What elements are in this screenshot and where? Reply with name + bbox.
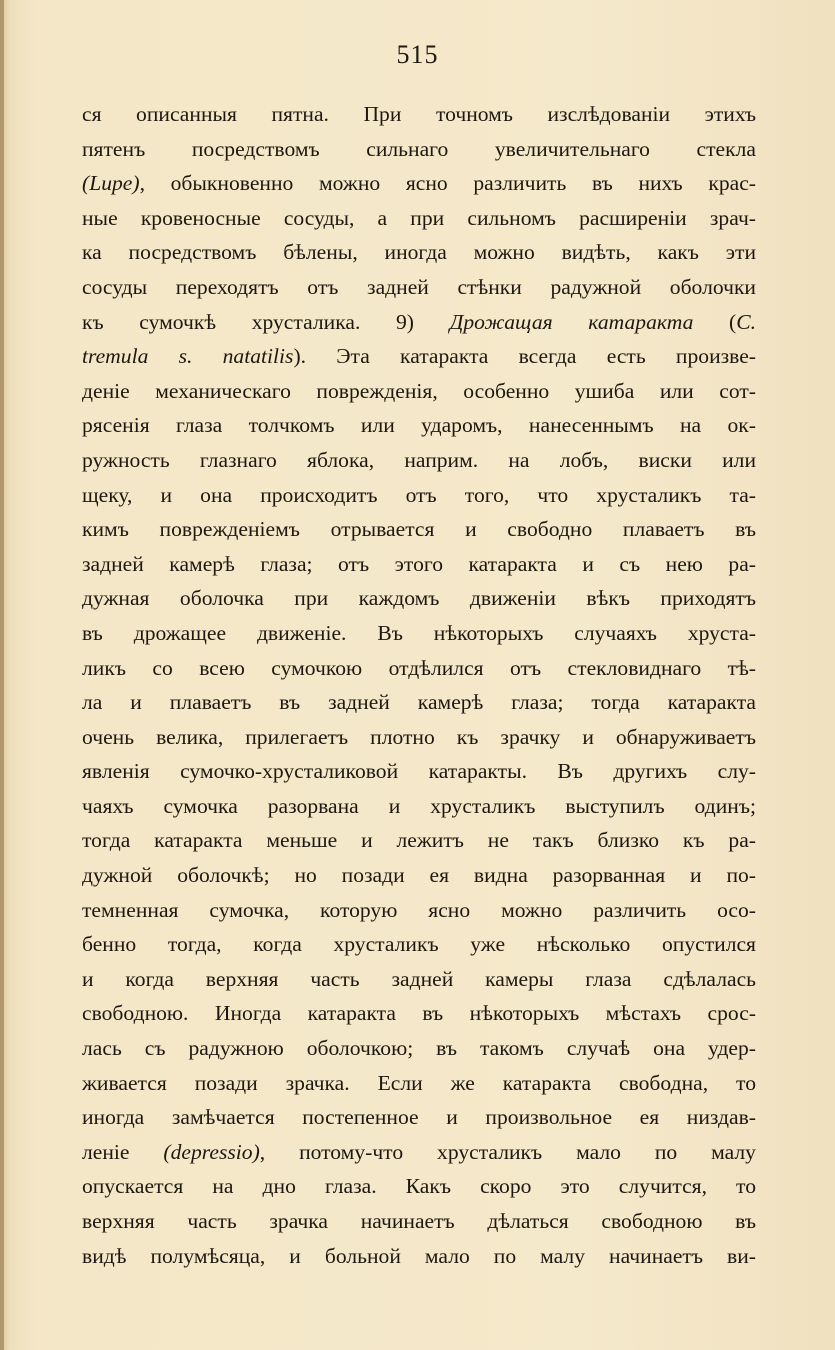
text-line: tremula s. natatilis). Эта катаракта всегда есть произве- — [82, 344, 756, 369]
latin-term-lupe: (Lupe) — [82, 171, 140, 196]
latin-term-depressio: (depressio) — [163, 1139, 260, 1164]
text-line: верхняя часть зрачка начинаетъ дѣлаться свободною въ — [82, 1209, 756, 1233]
text-line: очень велика, прилегаетъ плотно къ зрачку и обнаруживаетъ — [82, 724, 756, 749]
text-line: въ дрожащее движеніе. Въ нѣкоторыхъ случаяхъ хруста- — [82, 620, 756, 645]
text-line: живается позади зрачка. Если же катаракта свободна, то — [82, 1070, 756, 1095]
text-line: кимъ поврежденіемъ отрывается и свободно плаваетъ въ — [82, 517, 756, 542]
text-line: дужная оболочка при каждомъ движеніи вѣкъ приходятъ — [82, 586, 756, 611]
latin-term-c: C. — [736, 309, 756, 334]
text-line: сосуды переходятъ отъ задней стѣнки радужной оболочки — [82, 274, 756, 299]
text-line: тогда катаракта меньше и лежитъ не такъ близко къ ра- — [82, 828, 756, 853]
text-line: рясенія глаза толчкомъ или ударомъ, нанесеннымъ на ок- — [82, 413, 756, 438]
latin-term-tremula: tremula s. natatilis — [82, 344, 294, 369]
text-line: ла и плаваетъ въ задней камерѣ глаза; тогда катаракта — [82, 690, 756, 715]
text-line: бенно тогда, когда хрусталикъ уже нѣсколько опустился — [82, 932, 756, 957]
text-line: къ сумочкѣ хрусталика. 9) Дрожащая катаракта (C. — [82, 309, 756, 334]
text-line: задней камерѣ глаза; отъ этого катаракта и съ нею ра- — [82, 551, 756, 576]
text-line: и когда верхняя часть задней камеры глаза сдѣлалась — [82, 966, 756, 991]
text-line: пятенъ посредствомъ сильнаго увеличительнаго стекла — [82, 136, 756, 161]
text-line: ка посредствомъ бѣлены, иногда можно видѣть, какъ эти — [82, 240, 756, 265]
section-heading-italic: Дрожащая катаракта — [449, 309, 694, 334]
text-line: явленія сумочко-хрусталиковой катаракты. Въ другихъ слу- — [82, 759, 756, 784]
text-line: иногда замѣчается постепенное и произвольное ея низдав- — [82, 1105, 756, 1130]
text-line: темненная сумочка, которую ясно можно различить осо- — [82, 897, 756, 922]
text-line: щеку, и она происходитъ отъ того, что хрусталикъ та- — [82, 482, 756, 507]
text-line: леніе (depressio), потому-что хрусталикъ мало по малу — [82, 1139, 756, 1164]
text-line: ружность глазнаго яблока, наприм. на лобъ, виски или — [82, 447, 756, 472]
text-line: деніе механическаго поврежденія, особенно ушиба или сот- — [82, 378, 756, 403]
text-line: лась съ радужною оболочкою; въ такомъ случаѣ она удер- — [82, 1036, 756, 1061]
text-line: видѣ полумѣсяца, и больной мало по малу начинаетъ ви- — [82, 1243, 756, 1268]
text-line: ликъ со всею сумочкою отдѣлился отъ стекловиднаго тѣ- — [82, 655, 756, 680]
text-line: опускается на дно глаза. Какъ скоро это случится, то — [82, 1174, 756, 1199]
text-line: (Lupe), обыкновенно можно ясно различить въ нихъ крас- — [82, 171, 756, 196]
text-line: свободною. Иногда катаракта въ нѣкоторыхъ мѣстахъ срос- — [82, 1001, 756, 1026]
text-line: дужной оболочкѣ; но позади ея видна разорванная и по- — [82, 863, 756, 888]
text-line: ные кровеносные сосуды, а при сильномъ расширеніи зрач- — [82, 205, 756, 230]
page-number: 515 — [396, 40, 439, 69]
text-line: ся описанныя пятна. При точномъ изслѣдованіи этихъ — [82, 102, 756, 126]
text-line: чаяхъ сумочка разорвана и хрусталикъ выступилъ одинъ; — [82, 793, 756, 818]
body-text — [82, 97, 756, 1273]
